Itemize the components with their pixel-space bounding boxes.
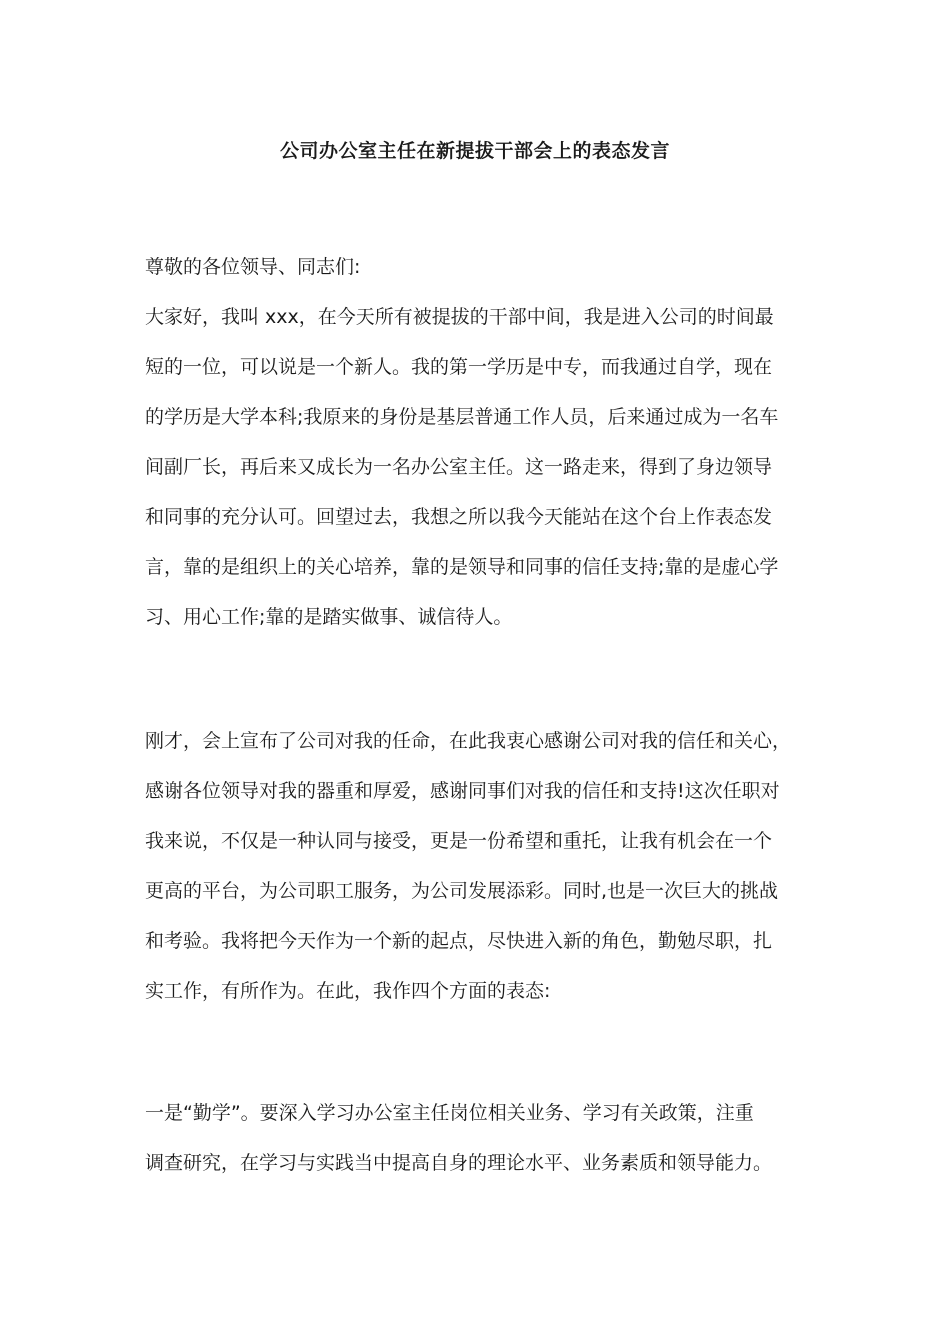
paragraph-line: 感谢各位领导对我的器重和厚爱，感谢同事们对我的信任和支持!这次任职对 bbox=[145, 780, 780, 802]
paragraph-line: 大家好，我叫 xxx，在今天所有被提拔的干部中间，我是进入公司的时间最 bbox=[145, 306, 774, 328]
paragraph-line: 间副厂长，再后来又成长为一名办公室主任。这一路走来，得到了身边领导 bbox=[145, 456, 773, 478]
paragraph-line: 一是“勤学”。要深入学习办公室主任岗位相关业务、学习有关政策，注重 bbox=[145, 1102, 754, 1124]
paragraph-line: 的学历是大学本科;我原来的身份是基层普通工作人员，后来通过成为一名车 bbox=[145, 406, 779, 428]
paragraph-line: 和考验。我将把今天作为一个新的起点，尽快进入新的角色，勤勉尽职，扎 bbox=[145, 930, 773, 952]
paragraph-line: 言，靠的是组织上的关心培养，靠的是领导和同事的信任支持;靠的是虚心学 bbox=[145, 556, 779, 578]
paragraph-line: 和同事的充分认可。回望过去，我想之所以我今天能站在这个台上作表态发 bbox=[145, 506, 773, 528]
paragraph-line: 我来说，不仅是一种认同与接受，更是一份希望和重托，让我有机会在一个 bbox=[145, 830, 773, 852]
paragraph-line: 调查研究，在学习与实践当中提高自身的理论水平、业务素质和领导能力。 bbox=[145, 1152, 773, 1174]
paragraph-1 bbox=[145, 292, 817, 642]
paragraph-line: 实工作，有所作为。在此，我作四个方面的表态: bbox=[145, 980, 551, 1002]
paragraph-2 bbox=[145, 716, 817, 1016]
paragraph-line: 更高的平台，为公司职工服务，为公司发展添彩。同时,也是一次巨大的挑战 bbox=[145, 880, 779, 902]
paragraph-line: 短的一位，可以说是一个新人。我的第一学历是中专，而我通过自学，现在 bbox=[145, 356, 773, 378]
paragraph-line: 刚才，会上宣布了公司对我的任命，在此我衷心感谢公司对我的信任和关心， bbox=[145, 730, 792, 752]
salutation-line: 尊敬的各位领导、同志们: bbox=[145, 256, 361, 278]
salutation bbox=[145, 242, 817, 292]
paragraph-line: 习、用心工作;靠的是踏实做事、诚信待人。 bbox=[145, 606, 513, 628]
page-title: 公司办公室主任在新提拔干部会上的表态发言 bbox=[279, 140, 670, 162]
paragraph-3 bbox=[145, 1088, 817, 1188]
